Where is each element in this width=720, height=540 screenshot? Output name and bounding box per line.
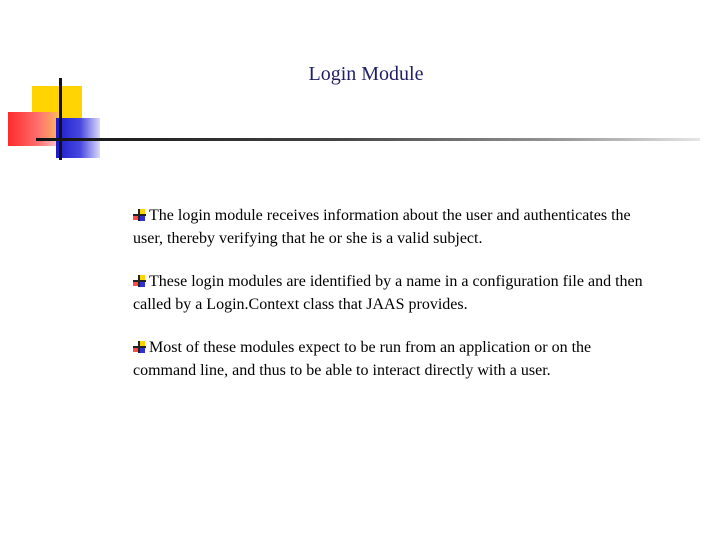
title-underline: [36, 138, 700, 141]
decor-vertical-line: [59, 78, 62, 160]
square-cross-bullet-icon: [133, 209, 146, 221]
bullet-item: [133, 337, 653, 382]
slide-title: Login Module: [308, 63, 424, 85]
bullet-text: These login modules are identified by a name in a configuration file and then called by a Login.Context class that JAAS provides.: [133, 273, 643, 313]
bullet-list: [133, 205, 653, 403]
bullet-text: Most of these modules expect to be run from an application or on the command line, and thus to be able to interact directly with a user.: [133, 339, 592, 379]
bullet-item: [133, 271, 653, 316]
bullet-item: [133, 205, 653, 250]
bullet-text: The login module receives information about the user and authenticates the user, thereby verifying that he or she is a valid subject.: [133, 207, 631, 247]
square-cross-bullet-icon: [133, 341, 146, 353]
square-cross-bullet-icon: [133, 275, 146, 287]
